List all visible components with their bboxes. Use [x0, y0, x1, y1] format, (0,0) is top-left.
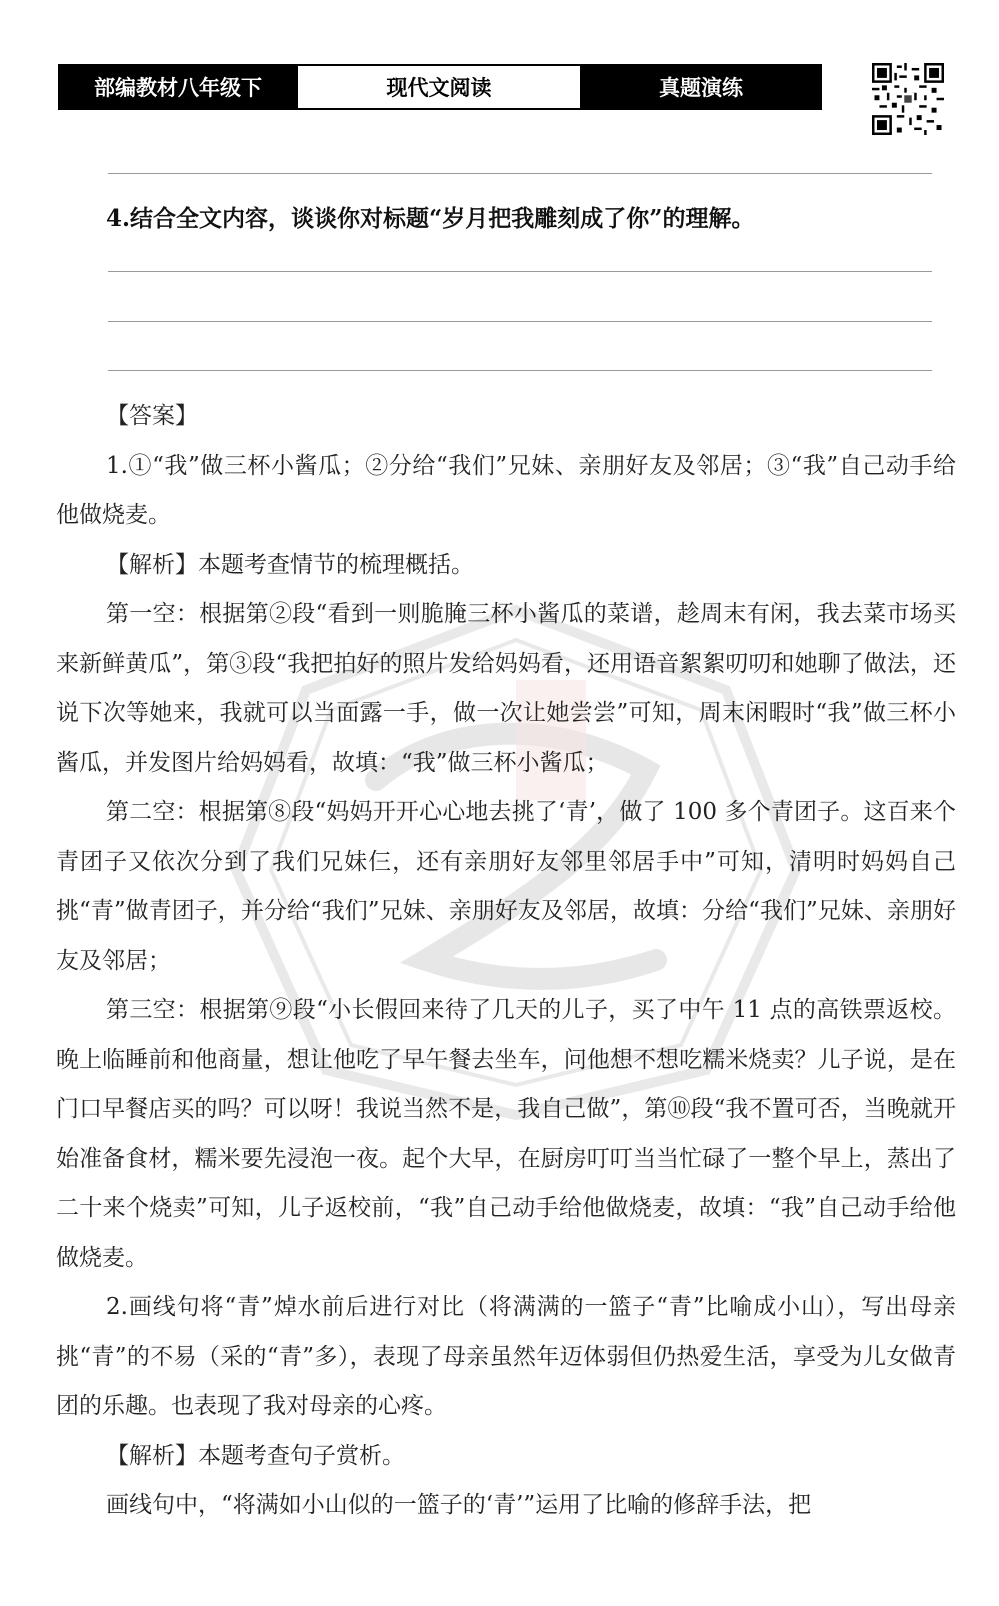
qr-code-icon: [872, 63, 944, 135]
answer-1: 1.①“我”做三杯小酱瓜；②分给“我们”兄妹、亲朋好友及邻居；③“我”自己动手给他做烧麦。: [56, 452, 956, 528]
header-grade-label: 部编教材八年级下: [60, 66, 296, 108]
answer-2: 2.画线句将“青”焯水前后进行对比（将满满的一篮子“青”比喻成小山），写出母亲挑“青”的不易（采的“青”多），表现了母亲虽然年迈体弱但仍热爱生活，享受为儿女做青团的乐趣。也表现了我对母亲的心疼。: [56, 1294, 956, 1419]
analysis-1-blank-2: 第二空：根据第⑧段“妈妈开开心心地去挑了‘青’，做了 100 多个青团子。这百来个青团子又依次分到了我们兄妹仨，还有亲朋好友邻里邻居手中”可知，清明时妈妈自己挑“青”做青团子，并分给“我们”兄妹、亲朋好友及邻居，故填：分给“我们”兄妹、亲朋好友及邻居；: [56, 799, 956, 974]
analysis-2-body: 画线句中，“将满如小山似的一篮子的‘青’”运用了比喻的修辞手法，把: [106, 1492, 812, 1518]
header-section-label: 现代文阅读: [296, 66, 582, 108]
answer-line-3: [108, 370, 932, 371]
divider-top: [108, 173, 932, 174]
analysis-2-heading: 【解析】本题考查句子赏析。: [106, 1442, 405, 1469]
question-4: 4.结合全文内容，谈谈你对标题“岁月把我雕刻成了你”的理解。: [106, 205, 755, 232]
answer-line-2: [108, 321, 932, 322]
answer-content: [56, 392, 956, 1531]
analysis-1-heading: 【解析】本题考查情节的梳理概括。: [106, 551, 474, 578]
header-bar: [58, 64, 822, 110]
analysis-1-blank-1: 第一空：根据第②段“看到一则脆腌三杯小酱瓜的菜谱，趁周末有闲，我去菜市场买来新鲜黄瓜”，第③段“我把拍好的照片发给妈妈看，还用语音絮絮叨叨和她聊了做法，还说下次等她来，我就可以当面露一手，做一次让她尝尝”可知，周末闲暇时“我”做三杯小酱瓜，并发图片给妈妈看，故填：“我”做三杯小酱瓜；: [56, 601, 956, 776]
header-practice-label: 真题演练: [582, 66, 820, 108]
answer-line-1: [108, 271, 932, 272]
answer-title: 【答案】: [106, 403, 198, 429]
analysis-1-blank-3: 第三空：根据第⑨段“小长假回来待了几天的儿子，买了中午 11 点的高铁票返校。晚上临睡前和他商量，想让他吃了早午餐去坐车，问他想不想吃糯米烧卖？儿子说，是在门口早餐店买的吗？可以呀！我说当然不是，我自己做”，第⑩段“我不置可否，当晚就开始准备食材，糯米要先浸泡一夜。起个大早，在厨房叮叮当当忙碌了一整个早上，蒸出了二十来个烧卖”可知，儿子返校前，“我”自己动手给他做烧麦，故填：“我”自己动手给他做烧麦。: [56, 997, 956, 1271]
